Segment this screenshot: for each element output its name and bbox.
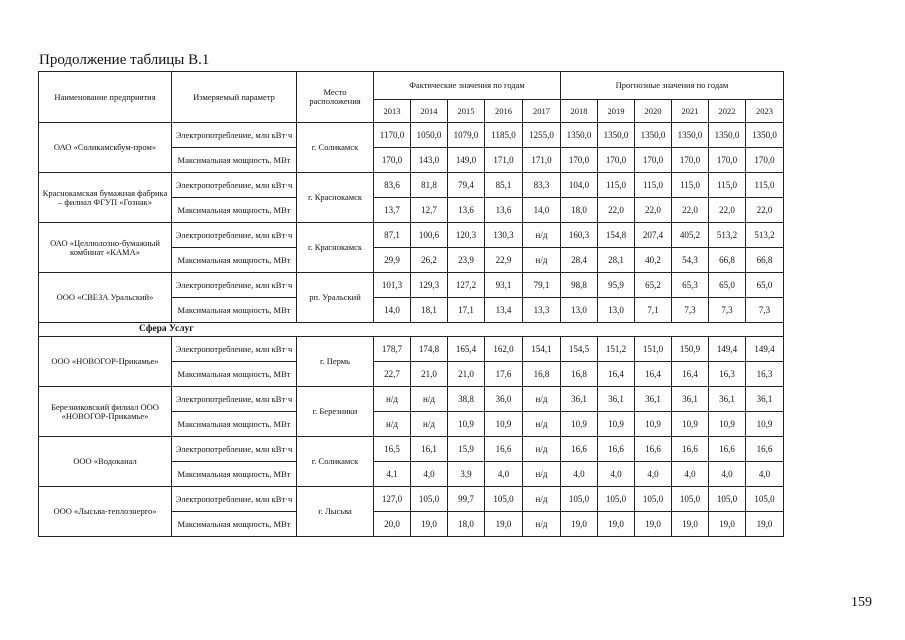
value-cell: 165,4 xyxy=(448,337,485,362)
enterprise-name: ОАО «Целлюлозно-бумажный комбинат «КАМА» xyxy=(39,223,172,273)
value-cell: 162,0 xyxy=(485,337,523,362)
enterprise-name: Краснокамская бумажная фабрика – филиал ФГУП «Гознак» xyxy=(39,173,172,223)
value-cell: 143,0 xyxy=(411,148,448,173)
value-cell: 98,8 xyxy=(561,273,598,298)
header-year: 2020 xyxy=(635,100,672,123)
value-cell: 29,9 xyxy=(374,248,411,273)
value-cell: 149,4 xyxy=(746,337,784,362)
value-cell: 19,0 xyxy=(598,512,635,537)
value-cell: 19,0 xyxy=(411,512,448,537)
value-cell: 95,9 xyxy=(598,273,635,298)
value-cell: 22,0 xyxy=(709,198,746,223)
value-cell: 7,3 xyxy=(709,298,746,323)
parameter-label: Максимальная мощность, МВт xyxy=(172,148,297,173)
value-cell: 4,0 xyxy=(561,462,598,487)
value-cell: 101,3 xyxy=(374,273,411,298)
value-cell: 40,2 xyxy=(635,248,672,273)
value-cell: 160,3 xyxy=(561,223,598,248)
value-cell: 23,9 xyxy=(448,248,485,273)
header-year: 2018 xyxy=(561,100,598,123)
header-enterprise: Наименование предприятия xyxy=(39,72,172,123)
value-cell: 16,6 xyxy=(709,437,746,462)
value-cell: 4,0 xyxy=(746,462,784,487)
value-cell: 16,3 xyxy=(746,362,784,387)
value-cell: 79,1 xyxy=(523,273,561,298)
parameter-label: Электропотребление, млн кВт·ч xyxy=(172,387,297,412)
value-cell: 16,4 xyxy=(672,362,709,387)
value-cell: 36,0 xyxy=(485,387,523,412)
value-cell: 10,9 xyxy=(598,412,635,437)
value-cell: 513,2 xyxy=(709,223,746,248)
location-name: г. Соликамск xyxy=(297,437,374,487)
value-cell: 15,9 xyxy=(448,437,485,462)
value-cell: 18,0 xyxy=(448,512,485,537)
value-cell: 171,0 xyxy=(523,148,561,173)
value-cell: 115,0 xyxy=(598,173,635,198)
value-cell: 19,0 xyxy=(672,512,709,537)
value-cell: 4,0 xyxy=(411,462,448,487)
value-cell: 10,9 xyxy=(635,412,672,437)
header-actual-values: Фактические значения по годам xyxy=(374,72,561,100)
table-row xyxy=(39,487,784,512)
value-cell: н/д xyxy=(523,387,561,412)
header-year: 2022 xyxy=(709,100,746,123)
value-cell: 104,0 xyxy=(561,173,598,198)
value-cell: 129,3 xyxy=(411,273,448,298)
sector-row xyxy=(39,323,784,337)
value-cell: 4,1 xyxy=(374,462,411,487)
value-cell: 83,3 xyxy=(523,173,561,198)
value-cell: 22,0 xyxy=(635,198,672,223)
value-cell: н/д xyxy=(374,387,411,412)
value-cell: 13,4 xyxy=(485,298,523,323)
table-row xyxy=(39,337,784,362)
value-cell: 151,0 xyxy=(635,337,672,362)
value-cell: 16,6 xyxy=(672,437,709,462)
parameter-label: Электропотребление, млн кВт·ч xyxy=(172,173,297,198)
value-cell: 83,6 xyxy=(374,173,411,198)
value-cell: 10,9 xyxy=(709,412,746,437)
location-name: г. Лысьва xyxy=(297,487,374,537)
value-cell: 13,0 xyxy=(598,298,635,323)
value-cell: 7,3 xyxy=(746,298,784,323)
value-cell: 4,0 xyxy=(635,462,672,487)
value-cell: 87,1 xyxy=(374,223,411,248)
value-cell: 19,0 xyxy=(746,512,784,537)
value-cell: 115,0 xyxy=(635,173,672,198)
value-cell: н/д xyxy=(523,462,561,487)
value-cell: 12,7 xyxy=(411,198,448,223)
value-cell: 22,0 xyxy=(672,198,709,223)
value-cell: 22,0 xyxy=(598,198,635,223)
location-name: г. Соликамск xyxy=(297,123,374,173)
value-cell: 13,6 xyxy=(485,198,523,223)
value-cell: 66,8 xyxy=(709,248,746,273)
value-cell: 149,0 xyxy=(448,148,485,173)
value-cell: 130,3 xyxy=(485,223,523,248)
header-year: 2019 xyxy=(598,100,635,123)
value-cell: 10,9 xyxy=(561,412,598,437)
value-cell: 65,2 xyxy=(635,273,672,298)
value-cell: 16,4 xyxy=(635,362,672,387)
value-cell: 36,1 xyxy=(746,387,784,412)
value-cell: 13,0 xyxy=(561,298,598,323)
parameter-label: Максимальная мощность, МВт xyxy=(172,248,297,273)
header-year: 2015 xyxy=(448,100,485,123)
value-cell: 1185,0 xyxy=(485,123,523,148)
value-cell: 170,0 xyxy=(561,148,598,173)
table-continuation-title: Продолжение таблицы В.1 xyxy=(39,52,210,68)
value-cell: 13,7 xyxy=(374,198,411,223)
page-number: 159 xyxy=(851,595,872,610)
header-year: 2013 xyxy=(374,100,411,123)
value-cell: 150,9 xyxy=(672,337,709,362)
value-cell: н/д xyxy=(411,412,448,437)
value-cell: 36,1 xyxy=(561,387,598,412)
value-cell: 19,0 xyxy=(561,512,598,537)
value-cell: 18,0 xyxy=(561,198,598,223)
header-year: 2023 xyxy=(746,100,784,123)
value-cell: 151,2 xyxy=(598,337,635,362)
value-cell: 1350,0 xyxy=(746,123,784,148)
table-row xyxy=(39,387,784,412)
value-cell: н/д xyxy=(523,437,561,462)
table-row xyxy=(39,437,784,462)
value-cell: 105,0 xyxy=(635,487,672,512)
parameter-label: Электропотребление, млн кВт·ч xyxy=(172,487,297,512)
value-cell: 20,0 xyxy=(374,512,411,537)
parameter-label: Электропотребление, млн кВт·ч xyxy=(172,123,297,148)
value-cell: 16,5 xyxy=(374,437,411,462)
value-cell: 10,9 xyxy=(485,412,523,437)
value-cell: 36,1 xyxy=(709,387,746,412)
value-cell: 170,0 xyxy=(635,148,672,173)
value-cell: 16,6 xyxy=(635,437,672,462)
table-row xyxy=(39,273,784,298)
value-cell: 4,0 xyxy=(672,462,709,487)
value-cell: 38,8 xyxy=(448,387,485,412)
sector-label: Сфера Услуг xyxy=(39,323,784,337)
value-cell: 19,0 xyxy=(709,512,746,537)
value-cell: 13,6 xyxy=(448,198,485,223)
value-cell: 21,0 xyxy=(448,362,485,387)
value-cell: 16,6 xyxy=(561,437,598,462)
location-name: г. Краснокамск xyxy=(297,223,374,273)
location-name: г. Пермь xyxy=(297,337,374,387)
value-cell: н/д xyxy=(523,512,561,537)
value-cell: 36,1 xyxy=(635,387,672,412)
value-cell: 17,1 xyxy=(448,298,485,323)
header-parameter: Измеряемый параметр xyxy=(172,72,297,123)
value-cell: 115,0 xyxy=(746,173,784,198)
value-cell: 1350,0 xyxy=(709,123,746,148)
value-cell: 207,4 xyxy=(635,223,672,248)
header-location: Место расположения xyxy=(297,72,374,123)
enterprise-name: ООО «Лысьва-теплоэнерго» xyxy=(39,487,172,537)
value-cell: 36,1 xyxy=(598,387,635,412)
value-cell: 19,0 xyxy=(485,512,523,537)
value-cell: н/д xyxy=(374,412,411,437)
table-row xyxy=(39,223,784,248)
value-cell: 10,9 xyxy=(448,412,485,437)
value-cell: 10,9 xyxy=(672,412,709,437)
value-cell: 154,8 xyxy=(598,223,635,248)
value-cell: 28,4 xyxy=(561,248,598,273)
value-cell: 4,0 xyxy=(709,462,746,487)
table-header xyxy=(39,72,784,123)
value-cell: 1350,0 xyxy=(598,123,635,148)
value-cell: 16,6 xyxy=(485,437,523,462)
value-cell: 93,1 xyxy=(485,273,523,298)
value-cell: н/д xyxy=(411,387,448,412)
header-year: 2017 xyxy=(523,100,561,123)
value-cell: 16,3 xyxy=(709,362,746,387)
value-cell: 85,1 xyxy=(485,173,523,198)
value-cell: 14,0 xyxy=(374,298,411,323)
value-cell: 79,4 xyxy=(448,173,485,198)
value-cell: 65,3 xyxy=(672,273,709,298)
enterprise-name: ООО «Водоканал xyxy=(39,437,172,487)
parameter-label: Максимальная мощность, МВт xyxy=(172,198,297,223)
value-cell: 170,0 xyxy=(746,148,784,173)
value-cell: 105,0 xyxy=(561,487,598,512)
value-cell: 1079,0 xyxy=(448,123,485,148)
value-cell: 26,2 xyxy=(411,248,448,273)
value-cell: 7,1 xyxy=(635,298,672,323)
value-cell: 16,4 xyxy=(598,362,635,387)
location-name: г. Березники xyxy=(297,387,374,437)
value-cell: 17,6 xyxy=(485,362,523,387)
value-cell: 170,0 xyxy=(374,148,411,173)
value-cell: 127,2 xyxy=(448,273,485,298)
enterprise-name: ООО «СВЕЗА Уральский» xyxy=(39,273,172,323)
value-cell: 28,1 xyxy=(598,248,635,273)
value-cell: 115,0 xyxy=(709,173,746,198)
parameter-label: Электропотребление, млн кВт·ч xyxy=(172,337,297,362)
value-cell: 36,1 xyxy=(672,387,709,412)
value-cell: 21,0 xyxy=(411,362,448,387)
value-cell: 105,0 xyxy=(672,487,709,512)
header-year: 2016 xyxy=(485,100,523,123)
table-row xyxy=(39,173,784,198)
value-cell: 65,0 xyxy=(746,273,784,298)
value-cell: 16,8 xyxy=(561,362,598,387)
value-cell: 18,1 xyxy=(411,298,448,323)
value-cell: н/д xyxy=(523,412,561,437)
value-cell: 54,3 xyxy=(672,248,709,273)
parameter-label: Электропотребление, млн кВт·ч xyxy=(172,273,297,298)
parameter-label: Электропотребление, млн кВт·ч xyxy=(172,223,297,248)
value-cell: 1255,0 xyxy=(523,123,561,148)
value-cell: 120,3 xyxy=(448,223,485,248)
value-cell: 178,7 xyxy=(374,337,411,362)
value-cell: 170,0 xyxy=(598,148,635,173)
parameter-label: Электропотребление, млн кВт·ч xyxy=(172,437,297,462)
value-cell: 14,0 xyxy=(523,198,561,223)
value-cell: 1350,0 xyxy=(672,123,709,148)
value-cell: 99,7 xyxy=(448,487,485,512)
value-cell: 22,0 xyxy=(746,198,784,223)
parameter-label: Максимальная мощность, МВт xyxy=(172,298,297,323)
value-cell: 16,8 xyxy=(523,362,561,387)
value-cell: 105,0 xyxy=(485,487,523,512)
enterprise-name: Березниковский филиал ООО «НОВОГОР-Прикамье» xyxy=(39,387,172,437)
table-body xyxy=(39,123,784,537)
value-cell: 13,3 xyxy=(523,298,561,323)
value-cell: н/д xyxy=(523,223,561,248)
value-cell: 4,0 xyxy=(485,462,523,487)
value-cell: 105,0 xyxy=(411,487,448,512)
location-name: рп. Уральский xyxy=(297,273,374,323)
value-cell: 100,6 xyxy=(411,223,448,248)
location-name: г. Краснокамск xyxy=(297,173,374,223)
header-year: 2014 xyxy=(411,100,448,123)
value-cell: 1350,0 xyxy=(561,123,598,148)
parameter-label: Максимальная мощность, МВт xyxy=(172,462,297,487)
value-cell: 10,9 xyxy=(746,412,784,437)
value-cell: 16,1 xyxy=(411,437,448,462)
value-cell: 65,0 xyxy=(709,273,746,298)
value-cell: 7,3 xyxy=(672,298,709,323)
enterprise-name: ОАО «Соликамскбум-пром» xyxy=(39,123,172,173)
parameter-label: Максимальная мощность, МВт xyxy=(172,362,297,387)
parameter-label: Максимальная мощность, МВт xyxy=(172,512,297,537)
value-cell: 170,0 xyxy=(672,148,709,173)
value-cell: 1350,0 xyxy=(635,123,672,148)
value-cell: 4,0 xyxy=(598,462,635,487)
value-cell: 81,8 xyxy=(411,173,448,198)
value-cell: 170,0 xyxy=(709,148,746,173)
value-cell: 16,6 xyxy=(746,437,784,462)
value-cell: 16,6 xyxy=(598,437,635,462)
header-year: 2021 xyxy=(672,100,709,123)
value-cell: 19,0 xyxy=(635,512,672,537)
value-cell: 171,0 xyxy=(485,148,523,173)
enterprise-name: ООО «НОВОГОР-Прикамье» xyxy=(39,337,172,387)
header-forecast-values: Прогнозные значения по годам xyxy=(561,72,784,100)
value-cell: 22,9 xyxy=(485,248,523,273)
value-cell: 154,1 xyxy=(523,337,561,362)
value-cell: 105,0 xyxy=(598,487,635,512)
table-row xyxy=(39,123,784,148)
value-cell: н/д xyxy=(523,487,561,512)
value-cell: 174,8 xyxy=(411,337,448,362)
parameter-label: Максимальная мощность, МВт xyxy=(172,412,297,437)
value-cell: 105,0 xyxy=(709,487,746,512)
value-cell: 149,4 xyxy=(709,337,746,362)
value-cell: 405,2 xyxy=(672,223,709,248)
value-cell: 105,0 xyxy=(746,487,784,512)
value-cell: 513,2 xyxy=(746,223,784,248)
value-cell: 3,9 xyxy=(448,462,485,487)
value-cell: 22,7 xyxy=(374,362,411,387)
value-cell: 127,0 xyxy=(374,487,411,512)
value-cell: 1170,0 xyxy=(374,123,411,148)
value-cell: 1050,0 xyxy=(411,123,448,148)
value-cell: 66,8 xyxy=(746,248,784,273)
value-cell: 154,5 xyxy=(561,337,598,362)
value-cell: 115,0 xyxy=(672,173,709,198)
value-cell: н/д xyxy=(523,248,561,273)
data-table xyxy=(38,71,784,537)
